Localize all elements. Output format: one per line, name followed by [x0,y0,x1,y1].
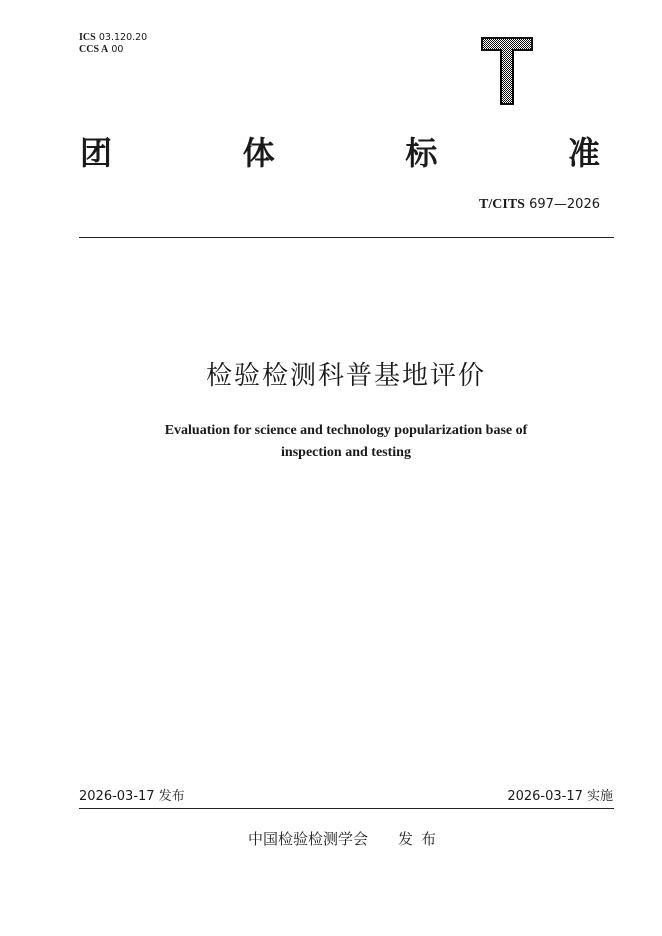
top-divider [79,237,614,238]
standard-type-char: 准 [567,134,600,172]
publisher-name: 中国检验检测学会 [247,830,368,848]
ccs-code [79,44,123,56]
publisher-line [0,828,662,850]
publisher-action: 发布 [398,830,445,848]
document-title-en [0,420,662,464]
standard-type-char: 标 [405,134,438,172]
ics-label: ICS [79,32,96,43]
document-title-en-line: inspection and testing [281,445,411,460]
standard-type-char: 体 [242,134,275,172]
standard-type-heading [80,133,600,173]
ics-value: 03.120.20 [98,32,148,43]
ccs-value: 00 [111,44,124,55]
ics-code [79,32,147,44]
bottom-divider [79,808,614,809]
standard-number-value: 697—2026 [529,197,600,212]
standard-number [479,197,600,213]
issue-date: 2026-03-17 发布 [79,789,185,804]
document-title-en-line: Evaluation for science and technology popularization base of [164,423,528,438]
standard-logo-t-icon [480,36,534,106]
implementation-date: 2026-03-17 实施 [507,789,613,804]
standard-type-char: 团 [80,134,113,172]
standard-number-prefix: T/CITS [479,197,525,212]
document-title-cn: 检验检测科普基地评价 [205,361,486,391]
ccs-label: CCS A [79,44,109,55]
